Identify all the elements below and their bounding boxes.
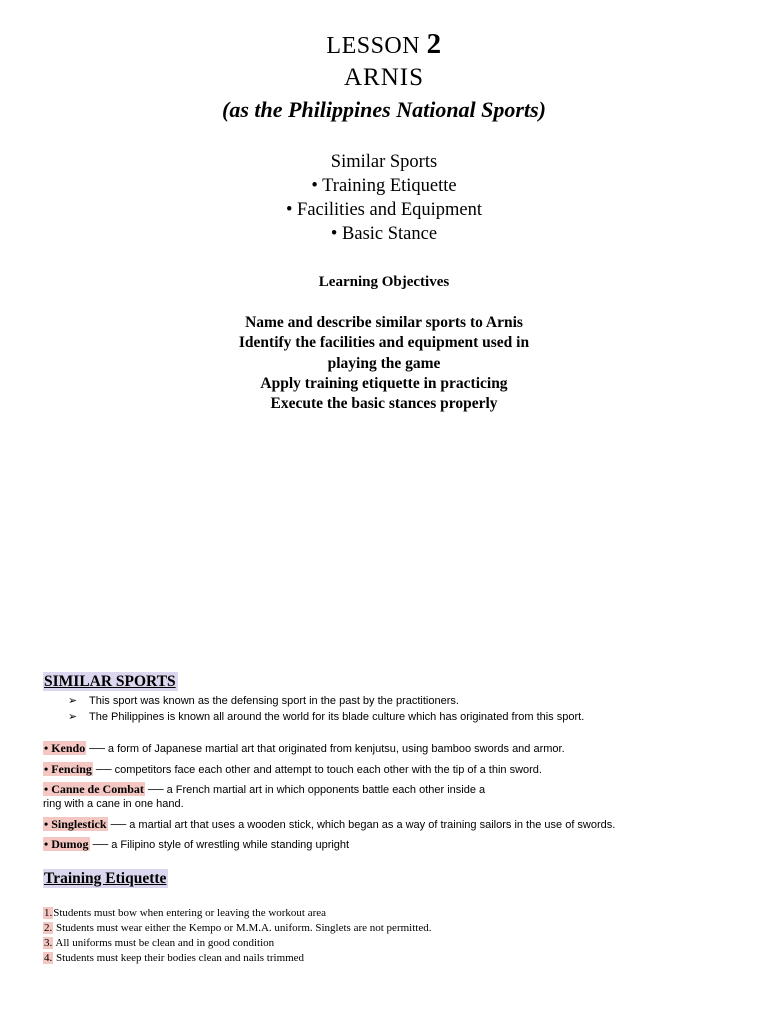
training-etiquette-heading: Training Etiquette [44,870,167,887]
bullet-text: This sport was known as the defensing sport in the past by the practitioners. [89,695,459,707]
sport-description: ── competitors face each other and attempt to touch each other with the tip of a thin sword. [92,763,542,776]
rule-number: 4. [44,952,53,964]
objective-line: Apply training etiquette in practicing [260,374,508,392]
rule-text: Students must wear either the Kempo or M.M.A. uniform. Singlets are not permitted. [53,922,432,934]
similar-sports-heading: SIMILAR SPORTS [44,673,176,690]
sport-item-canne-de-combat [43,782,615,811]
topic-list [0,150,768,246]
sport-description: ── a Filipino style of wrestling while standing upright [89,839,350,852]
objective-line: Identify the facilities and equipment used in [238,334,530,352]
rule-number: 2. [44,922,53,934]
rule-number: 3. [44,937,53,949]
lesson-title [0,28,768,61]
sport-item-fencing [43,762,615,777]
sport-name: • Canne de Combat [44,782,144,797]
topic-item: • Training Etiquette [311,176,457,196]
sport-description: ── a form of Japanese martial art that originated from kenjutsu, using bamboo swords and armor. [86,743,565,755]
lesson-label: LESSON [326,33,421,59]
topic-item: Similar Sports [330,152,438,172]
sport-description-continued: ring with a cane in one hand. [43,798,184,811]
list-item [43,951,431,966]
document-subtitle: (as the Philippines National Sports) [222,97,546,122]
sport-item-singlestick [43,817,615,832]
list-item [43,906,431,921]
objectives-title: Learning Objectives [318,274,450,290]
rule-text: Students must keep their bodies clean and nails trimmed [53,952,305,964]
list-item [68,693,584,709]
list-item [43,921,431,936]
sport-name: • Singlestick [44,816,107,831]
sport-description: ── a martial art that uses a wooden stick, which began as a way of training sailors in the use of swords. [107,818,616,831]
training-etiquette-list [43,906,431,966]
rule-text: All uniforms must be clean and in good condition [53,937,275,949]
objectives-list [0,313,768,414]
bullet-text: The Philippines is known all around the world for its blade culture which has originated from this sport. [89,711,585,723]
topic-item: • Basic Stance [330,224,438,244]
list-item [43,936,431,951]
rule-text: Students must bow when entering or leaving the workout area [53,907,327,919]
objective-line: playing the game [327,354,441,372]
arrow-bullet-icon: ➢ [68,695,78,707]
sport-name: • Dumog [44,837,89,852]
objective-line: Execute the basic stances properly [270,395,498,413]
similar-sports-list [43,741,615,858]
sport-item-dumog [43,837,615,852]
arrow-bullet-icon: ➢ [68,711,78,723]
lesson-number: 2 [426,28,442,60]
rule-number: 1. [44,907,53,919]
sport-name: • Kendo [44,741,86,755]
objective-line: Name and describe similar sports to Arnis [245,314,523,331]
sport-description: ── a French martial art in which opponents battle each other inside a [144,784,486,797]
sport-name: • Fencing [44,761,92,776]
list-item [68,709,584,725]
similar-sports-bullets [68,693,584,725]
document-title: ARNIS [343,64,424,91]
sport-item-kendo [43,741,615,756]
topic-item: • Facilities and Equipment [285,200,483,220]
